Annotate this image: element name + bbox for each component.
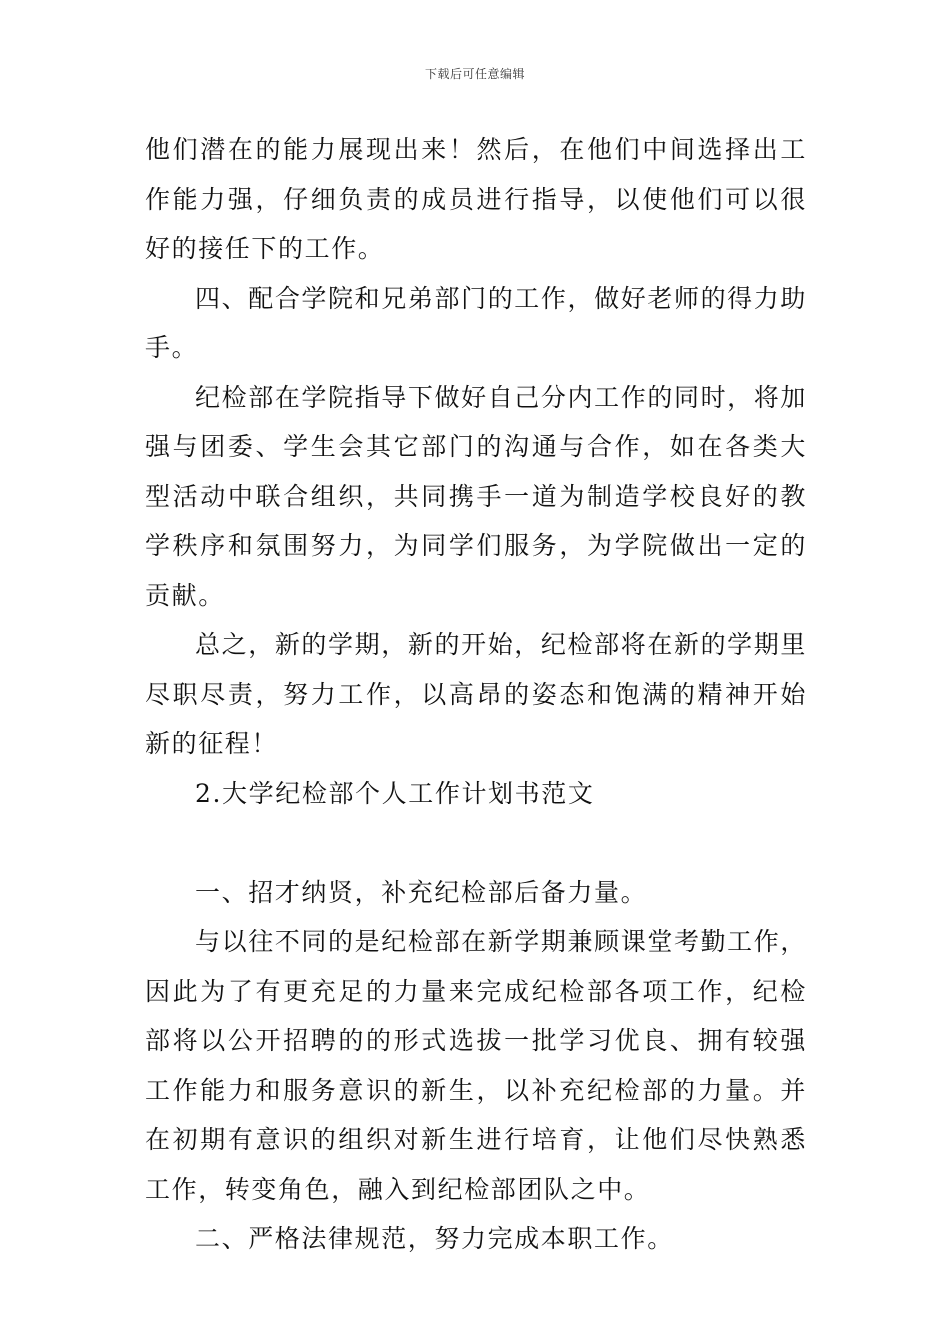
paragraph-section-two-heading: 二、严格法律规范，努力完成本职工作。 [195, 1224, 674, 1253]
blank-line [145, 818, 807, 868]
paragraph-section-one-heading: 一、招才纳贤，补充纪检部后备力量。 [195, 877, 648, 907]
paragraph-continuation: 他们潜在的能力展现出来！然后，在他们中间选择出工作能力强，仔细负责的成员进行指导，以使他们可以很好的接任下的工作。 [145, 135, 807, 263]
paragraph-recruitment: 与以往不同的是纪检部在新学期兼顾课堂考勤工作，因此为了有更充足的力量来完成纪检部各项工作，纪检部将以公开招聘的的形式选拔一批学习优良、拥有较强工作能力和服务意识的新生，以补充纪检部的力量。并在初期有意识的组织对新生进行培育，让他们尽快熟悉工作，转变角色，融入到纪检部团队之中。 [145, 927, 807, 1204]
section-title: 2.大学纪检部个人工作计划书范文 [195, 778, 595, 808]
document-body [145, 125, 807, 1264]
page-header: 下载后可任意编辑 [424, 67, 525, 81]
paragraph-cooperation: 纪检部在学院指导下做好自己分内工作的同时，将加强与团委、学生会其它部门的沟通与合作，如在各类大型活动中联合组织，共同携手一道为制造学校良好的教学秩序和氛围努力，为同学们服务，为学院做出一定的贡献。 [145, 382, 807, 610]
paragraph-conclusion: 总之，新的学期，新的开始，纪检部将在新的学期里尽职尽责，努力工作，以高昂的姿态和饱满的精神开始新的征程！ [145, 630, 807, 758]
paragraph-section-four-heading: 四、配合学院和兄弟部门的工作，做好老师的得力助手。 [145, 283, 807, 362]
